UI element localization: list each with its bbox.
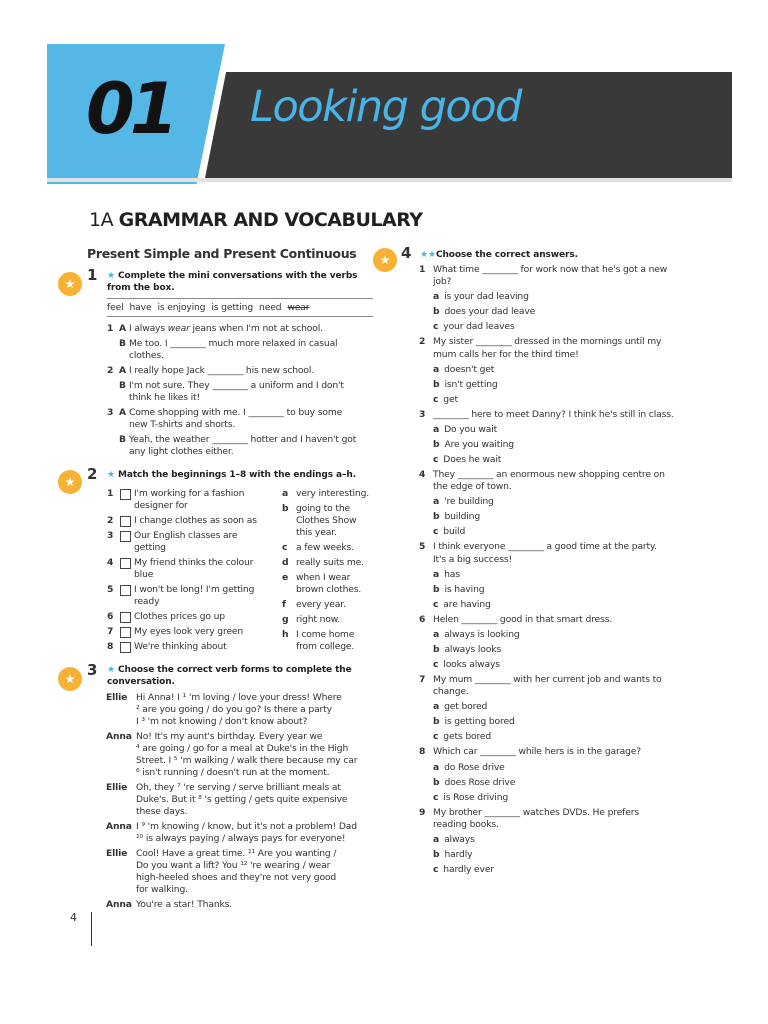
option-letter: b [433, 439, 440, 450]
option-letter: c [433, 454, 439, 465]
ending-text: really suits me. [296, 557, 364, 568]
question-text: My sister ________ dressed in the mornings until my [433, 336, 662, 348]
question-text: change. [433, 686, 469, 698]
exercise-number: 4 [401, 244, 412, 262]
question-number: 1 [419, 264, 426, 275]
example-answer: wear [167, 323, 190, 334]
ending-text: right now. [296, 614, 341, 625]
option-text: get [443, 393, 458, 405]
dialogue-line: for walking. [136, 884, 188, 895]
answer-option[interactable] [433, 394, 458, 406]
exercise-instruction [420, 249, 578, 261]
option-text: has [444, 568, 460, 580]
word-box-item: have [129, 302, 152, 313]
option-letter: c [433, 659, 439, 670]
speaker-letter: A [119, 365, 126, 376]
answer-option[interactable] [433, 731, 491, 743]
ending-text: this year. [296, 527, 337, 538]
question-number: 9 [419, 806, 426, 818]
beginning-text: I'm working for a fashion [134, 488, 245, 499]
option-text: do Rose drive [444, 761, 505, 773]
answer-option[interactable] [433, 792, 508, 804]
conversation-line: any light clothes either. [129, 446, 234, 457]
dialogue-line: Cool! Have a great time. ¹¹ Are you wanting / [136, 848, 337, 859]
section-heading [89, 211, 423, 230]
question-number: 2 [419, 336, 426, 348]
question-text: Which car ________ while hers is in the garage? [433, 746, 642, 758]
option-letter: b [433, 716, 440, 728]
answer-checkbox[interactable] [120, 585, 131, 596]
item-number: 3 [107, 530, 114, 541]
instruction-line: Choose the correct verb forms to complete the [118, 665, 352, 675]
conversation-line: Come shopping with me. I ________ to buy some [129, 407, 343, 418]
question-text: ________ here to meet Danny? I think he's still in class. [433, 408, 674, 420]
option-text: building [444, 511, 481, 523]
section-code: 1A [89, 209, 114, 231]
option-text: Are you waiting [444, 439, 514, 450]
speaker-letter: A [119, 323, 126, 334]
beginning-text: We're thinking about [134, 641, 227, 652]
section-title: GRAMMAR AND VOCABULARY [118, 209, 423, 231]
exercise-number: 1 [87, 266, 98, 284]
question-text: My mum ________ with her current job and wants to [433, 674, 662, 685]
conversation-line: think he likes it! [129, 392, 201, 403]
difficulty-star-icon: ★ [373, 248, 397, 272]
ending-text: every year. [296, 599, 346, 610]
answer-option[interactable] [433, 496, 494, 508]
header-rule [47, 178, 732, 182]
blue-star-icon: ★ [107, 665, 119, 675]
option-letter: c [433, 598, 439, 610]
option-text: is having [444, 583, 485, 595]
answer-option[interactable] [433, 864, 494, 876]
beginning-text: My eyes look very green [134, 626, 244, 637]
option-text: always is looking [444, 629, 520, 640]
option-text: hardly [444, 849, 473, 860]
ending-letter: d [282, 557, 289, 568]
answer-option[interactable] [433, 511, 480, 523]
speaker-name: Anna [106, 821, 132, 832]
answer-option[interactable] [433, 584, 484, 596]
option-letter: c [433, 393, 439, 405]
option-letter: c [433, 864, 439, 875]
answer-checkbox[interactable] [120, 516, 131, 527]
dialogue-line: I ³ 'm not knowing / don't know about? [136, 716, 308, 727]
answer-option[interactable] [433, 321, 515, 333]
item-number: 2 [107, 365, 114, 376]
option-letter: b [433, 644, 440, 655]
option-letter: b [433, 776, 440, 788]
question-text: reading books. [433, 818, 499, 830]
beginning-text-cont: ready [134, 596, 160, 607]
option-text: always [444, 834, 475, 845]
option-letter: c [433, 791, 439, 803]
answer-option[interactable] [433, 629, 520, 641]
conversation-line: I'm not sure. They ________ a uniform and I don't [129, 380, 344, 391]
dialogue-line: Duke's. But it ⁸ 's getting / gets quite expensive [136, 794, 348, 805]
option-text: get bored [444, 701, 488, 713]
question-text: job? [433, 276, 452, 288]
item-number: 1 [107, 488, 114, 499]
ending-text: from college. [296, 641, 355, 652]
item-number: 7 [107, 626, 114, 637]
unit-title: Looking good [250, 82, 521, 132]
blue-stars-icon: ★★ [420, 250, 436, 260]
ending-text: when I wear [296, 572, 351, 583]
beginning-text: Our English classes are [134, 530, 238, 541]
answer-option[interactable] [433, 777, 515, 789]
question-text: I think everyone ________ a good time at the party. [433, 541, 657, 553]
ending-letter: f [282, 599, 286, 610]
dialogue-line: No! It's my aunt's birthday. Every year we [136, 731, 323, 742]
word-box [107, 302, 315, 314]
ending-letter: a [282, 488, 289, 499]
word-box-bottom-rule [107, 316, 373, 317]
option-letter: a [433, 363, 440, 375]
question-number: 6 [419, 613, 426, 625]
answer-option[interactable] [433, 659, 500, 671]
question-text: What time ________ for work now that he's got a new [433, 264, 668, 275]
option-text: Does he wait [443, 454, 502, 465]
exercise-number: 2 [87, 465, 98, 483]
option-letter: b [433, 583, 440, 595]
speaker-letter: B [119, 434, 126, 445]
question-number: 5 [419, 541, 426, 553]
option-letter: c [433, 526, 439, 538]
exercise-number: 3 [87, 661, 98, 679]
difficulty-star-icon: ★ [58, 470, 82, 494]
item-number: 5 [107, 584, 114, 595]
difficulty-star-icon: ★ [58, 272, 82, 296]
option-letter: a [433, 834, 440, 845]
option-text: always looks [444, 644, 502, 655]
word-box-item: need [259, 302, 282, 313]
ending-text: a few weeks. [296, 542, 354, 553]
option-letter: a [433, 629, 440, 640]
dialogue-line: ¹⁰ is always paying / always pays for everyone! [136, 833, 346, 844]
answer-option[interactable] [433, 291, 529, 303]
item-number: 6 [107, 611, 114, 622]
item-number: 1 [107, 323, 114, 334]
question-text: They ________ an enormous new shopping centre on [433, 469, 665, 480]
option-letter: b [433, 306, 440, 318]
answer-option[interactable] [433, 526, 465, 538]
conversation-line: clothes. [129, 350, 164, 361]
ending-letter: b [282, 503, 289, 514]
line-text: I always [129, 323, 165, 334]
speaker-letter: B [119, 380, 126, 391]
option-letter: c [433, 321, 439, 333]
conversation-line: Me too. I ________ much more relaxed in casual [129, 338, 338, 349]
option-text: Do you wait [444, 424, 498, 435]
word-box-item: is getting [211, 302, 254, 313]
dialogue-line: ² are you going / do you go? Is there a party [136, 704, 332, 715]
beginning-text: Clothes prices go up [134, 611, 225, 622]
option-letter: c [433, 731, 439, 743]
line-text: jeans when I'm not at school. [192, 323, 323, 334]
ending-text: I come home [296, 629, 355, 640]
word-box-item: feel [107, 302, 124, 313]
answer-option[interactable] [433, 849, 472, 861]
word-box-item: wear [287, 302, 310, 313]
question-number: 7 [419, 674, 426, 685]
answer-option[interactable] [433, 439, 514, 451]
answer-option[interactable] [433, 364, 494, 376]
beginning-text: I change clothes as soon as [134, 515, 257, 526]
answer-checkbox[interactable] [120, 489, 131, 500]
dialogue-line: I ⁹ 'm knowing / know, but it's not a problem! Dad [136, 821, 357, 832]
question-text: mum calls her for the third time! [433, 348, 579, 360]
dialogue-line: Street. I ⁵ 'm walking / walk there because my car [136, 755, 358, 766]
speaker-letter: A [119, 407, 126, 418]
ending-letter: c [282, 542, 288, 553]
dialogue-line: these days. [136, 806, 188, 817]
speaker-name: Anna [106, 731, 132, 742]
option-text: are having [443, 598, 491, 610]
option-text: does Rose drive [444, 776, 516, 788]
ending-text: Clothes Show [296, 515, 357, 526]
option-text: is getting bored [444, 716, 515, 728]
conversation-line: new T-shirts and shorts. [129, 419, 236, 430]
blue-star-icon: ★ [107, 271, 119, 281]
dialogue-line: Do you want a lift? You ¹² 're wearing / wear [136, 860, 331, 871]
speaker-name: Ellie [106, 782, 128, 793]
beginning-text-cont: blue [134, 569, 154, 580]
option-text: does your dad leave [444, 306, 536, 318]
answer-option[interactable] [433, 379, 498, 391]
answer-checkbox[interactable] [120, 642, 131, 653]
item-number: 2 [107, 515, 114, 526]
speaker-name: Anna [106, 899, 132, 910]
beginning-text-cont: designer for [134, 500, 188, 511]
item-number: 3 [107, 407, 114, 418]
option-text: looks always [443, 659, 500, 670]
question-number: 3 [419, 408, 426, 420]
answer-checkbox[interactable] [120, 612, 131, 623]
option-letter: a [433, 496, 440, 508]
dialogue-line: ⁴ are going / go for a meal at Duke's in the High [136, 743, 349, 754]
word-box-top-rule [107, 298, 373, 299]
unit-number: 01 [86, 68, 174, 150]
option-letter: b [433, 378, 440, 390]
page-number-rule [91, 912, 92, 946]
answer-checkbox[interactable] [120, 627, 131, 638]
dialogue-line: Hi Anna! I ¹ 'm loving / love your dress! Where [136, 692, 342, 703]
option-letter: a [433, 424, 440, 435]
difficulty-star-icon: ★ [58, 667, 82, 691]
item-number: 8 [107, 641, 114, 652]
option-text: isn't getting [444, 378, 498, 390]
answer-option[interactable] [433, 701, 487, 713]
question-number: 8 [419, 746, 426, 758]
exercise-instruction [107, 469, 356, 481]
word-box-item: is enjoying [157, 302, 206, 313]
option-letter: a [433, 568, 440, 580]
option-letter: b [433, 511, 440, 523]
speaker-name: Ellie [106, 692, 128, 703]
option-text: doesn't get [444, 363, 495, 375]
answer-option[interactable] [433, 762, 505, 774]
dialogue-line: You're a star! Thanks. [136, 899, 233, 910]
answer-checkbox[interactable] [120, 558, 131, 569]
question-number: 4 [419, 469, 426, 480]
option-text: hardly ever [443, 864, 494, 875]
grammar-subheading: Present Simple and Present Continuous [87, 246, 357, 261]
answer-option[interactable] [433, 716, 515, 728]
conversation-line: I really hope Jack ________ his new school. [129, 365, 315, 376]
option-text: 're building [444, 496, 494, 508]
answer-option[interactable] [433, 424, 497, 436]
ending-text: very interesting. [296, 488, 370, 499]
dialogue-line: high-heeled shoes and they're not very good [136, 872, 337, 883]
option-text: gets bored [443, 731, 492, 743]
item-number: 4 [107, 557, 114, 568]
blue-star-icon: ★ [107, 470, 119, 480]
option-text: is Rose driving [443, 791, 509, 803]
exercise-instruction [107, 270, 357, 294]
answer-option[interactable] [433, 569, 460, 581]
conversation-line: Yeah, the weather ________ hotter and I haven't got [129, 434, 357, 445]
ending-letter: e [282, 572, 289, 583]
option-letter: b [433, 849, 440, 860]
exercise-instruction [107, 664, 352, 688]
option-text: is your dad leaving [444, 291, 529, 303]
option-letter: a [433, 291, 440, 303]
answer-option[interactable] [433, 454, 501, 466]
instruction-text: Match the beginnings 1–8 with the endings a–h. [118, 470, 357, 480]
beginning-text: I won't be long! I'm getting [134, 584, 255, 595]
ending-text: going to the [296, 503, 351, 514]
question-text: My brother ________ watches DVDs. He prefers [433, 806, 640, 818]
instruction-line: Complete the mini conversations with the verbs [118, 271, 358, 281]
conversation-line [129, 323, 323, 335]
answer-option[interactable] [433, 599, 491, 611]
speaker-letter: B [119, 338, 126, 349]
instruction-line: from the box. [107, 283, 175, 293]
option-text: your dad leaves [443, 321, 515, 333]
answer-option[interactable] [433, 306, 535, 318]
ending-letter: h [282, 629, 289, 640]
answer-checkbox[interactable] [120, 531, 131, 542]
dialogue-line: ⁶ isn't running / doesn't run at the moment. [136, 767, 330, 778]
instruction-line: conversation. [107, 677, 175, 687]
page-number: 4 [70, 911, 77, 924]
answer-option[interactable] [433, 644, 501, 656]
ending-letter: g [282, 614, 289, 625]
question-text: Helen ________ good in that smart dress. [433, 613, 613, 625]
beginning-text-cont: getting [134, 542, 166, 553]
question-text: the edge of town. [433, 481, 512, 493]
option-letter: a [433, 761, 440, 773]
option-text: build [443, 526, 466, 538]
instruction-text: Choose the correct answers. [435, 250, 578, 260]
ending-text: brown clothes. [296, 584, 362, 595]
dialogue-line: Oh, they ⁷ 're serving / serve brilliant meals at [136, 782, 341, 793]
answer-option[interactable] [433, 834, 475, 846]
question-text: It's a big success! [433, 553, 513, 565]
speaker-name: Ellie [106, 848, 128, 859]
beginning-text: My friend thinks the colour [134, 557, 254, 568]
option-letter: a [433, 701, 440, 713]
